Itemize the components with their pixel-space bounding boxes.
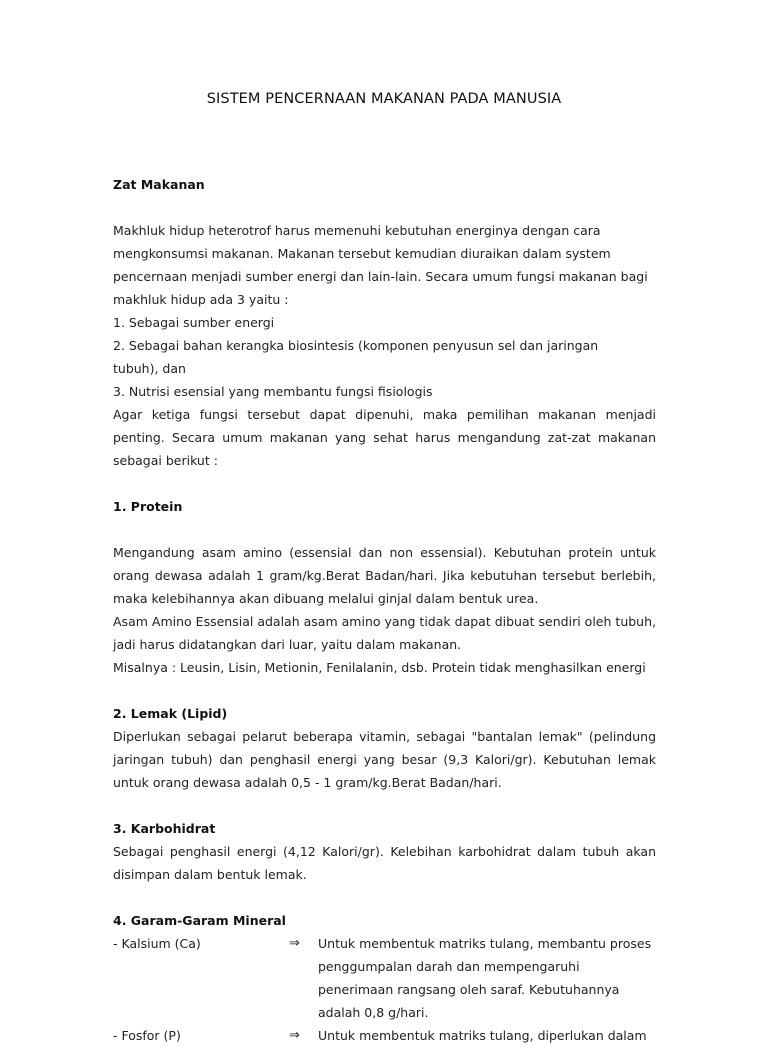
heading-protein: 1. Protein [113,499,183,514]
heading-garam-mineral: 4. Garam-Garam Mineral [113,913,286,928]
karbohidrat-paragraph: Sebagai penghasil energi (4,12 Kalori/gr). Kelebihan karbohidrat dalam tubuh akan disimpan dalam bentuk lemak. [113,844,656,882]
heading-lemak: 2. Lemak (Lipid) [113,706,228,721]
zat-intro-line: makhluk hidup ada 3 yaitu : [113,292,289,307]
arrow-right-icon: ⇒ [289,1028,300,1043]
lemak-paragraph: Diperlukan sebagai pelarut beberapa vitamin, sebagai "bantalan lemak" (pelindung jaringan tubuh) dan penghasil energi yang besar (9,3 Kalori/gr). Kebutuhan lemak untuk orang dewasa adalah 0,5 - 1 gram/kg.Berat Badan/hari. [113,729,656,790]
heading-zat-makanan: Zat Makanan [113,177,205,192]
protein-paragraph: Misalnya : Leusin, Lisin, Metionin, Fenilalanin, dsb. Protein tidak menghasilkan energi [113,660,646,675]
protein-paragraph: Asam Amino Essensial adalah asam amino yang tidak dapat dibuat sendiri oleh tubuh, jadi harus didatangkan dari luar, yaitu dalam makanan. [113,614,656,652]
mineral-name: - Fosfor (P) [113,1028,181,1043]
zat-closing: Agar ketiga fungsi tersebut dapat dipenuhi, maka pemilihan makanan menjadi penting. Secara umum makanan yang sehat harus mengandung zat-zat makanan sebagai berikut : [113,407,656,468]
protein-paragraph: Mengandung asam amino (essensial dan non essensial). Kebutuhan protein untuk orang dewasa adalah 1 gram/kg.Berat Badan/hari. Jika kebutuhan tersebut berlebih, maka kelebihannya akan dibuang melalui ginjal dalam bentuk urea. [113,545,656,606]
list-item: 2. Sebagai bahan kerangka biosintesis (komponen penyusun sel dan jaringan [113,338,599,353]
mineral-description: Untuk membentuk matriks tulang, membantu proses penggumpalan darah dan mempengaruhi penerimaan rangsang oleh saraf. Kebutuhannya adalah 0,8 g/hari. [318,936,652,1020]
zat-intro-line: Makhluk hidup heterotrof harus memenuhi kebutuhan energinya dengan cara [113,223,601,238]
mineral-row [113,932,656,1024]
list-item: 1. Sebagai sumber energi [113,315,275,330]
zat-intro-line: mengkonsumsi makanan. Makanan tersebut kemudian diuraikan dalam system [113,246,611,261]
document-body [113,173,656,1047]
document-title: SISTEM PENCERNAAN MAKANAN PADA MANUSIA [206,91,562,107]
mineral-row [113,1024,656,1047]
zat-intro-line: pencernaan menjadi sumber energi dan lain-lain. Secara umum fungsi makanan bagi [113,269,648,284]
mineral-description: Untuk membentuk matriks tulang, diperlukan dalam [318,1028,647,1043]
arrow-right-icon: ⇒ [289,936,300,951]
heading-karbohidrat: 3. Karbohidrat [113,821,216,836]
mineral-name: - Kalsium (Ca) [113,936,201,951]
list-item: tubuh), dan [113,361,186,376]
list-item: 3. Nutrisi esensial yang membantu fungsi fisiologis [113,384,433,399]
